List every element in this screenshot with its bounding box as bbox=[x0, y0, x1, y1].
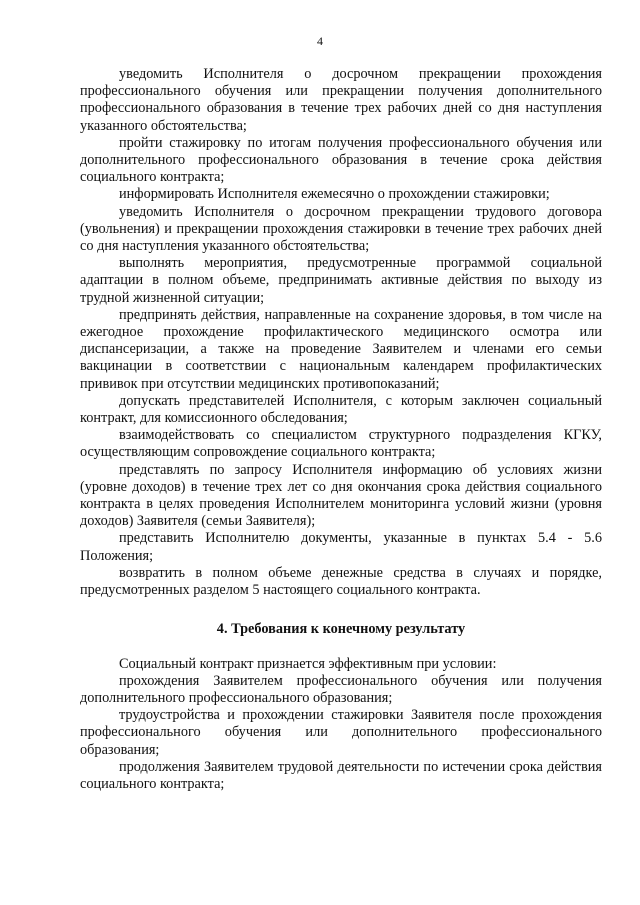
paragraph-employment-internship: трудоустройства и прохождении стажировки Заявителя после прохождения профессионального обучения или дополнительного профессионального образования; bbox=[80, 707, 602, 758]
paragraph-health: предпринять действия, направленные на сохранение здоровья, в том числе на ежегодное прохождение профилактического медицинского осмотра или диспансеризации, а также на проведение Заявителем и членами его семьи вакцинации в соответствии с национальным календарем профилактических прививок при отсутствии медицинских противопоказаний; bbox=[80, 306, 602, 392]
section-4-heading: 4. Требования к конечному результату bbox=[216, 621, 466, 638]
paragraph-return-funds: возвратить в полном объеме денежные средства в случаях и порядке, предусмотренных разделом 5 настоящего социального контракта. bbox=[80, 564, 602, 599]
paragraph-notify-employment-termination: уведомить Исполнителя о досрочном прекращении трудового договора (увольнения) и прекращении прохождения стажировки в течение трех рабочих дней со дня наступления указанного обстоятельства; bbox=[80, 203, 602, 255]
paragraph-notify-early-termination-training: уведомить Исполнителя о досрочном прекращении прохождения профессионального обучения или прекращении получения дополнительного профессионального образования в течение трех рабочих дней со дня наступления указанного обстоятельства; bbox=[80, 66, 602, 134]
paragraph-admit-representatives: допускать представителей Исполнителя, с которым заключен социальный контракт, для комиссионного обследования; bbox=[80, 392, 602, 427]
document-body bbox=[80, 66, 602, 793]
paragraph-provide-income-info: представлять по запросу Исполнителя информацию об условиях жизни (уровне доходов) в течение трех лет со дня окончания срока действия социального контракта в целях проведения Исполнителем мониторинга условий жизни (уровня доходов) Заявителя (семьи Заявителя); bbox=[80, 461, 602, 530]
page-number: 4 bbox=[317, 34, 323, 48]
paragraph-interact-specialist: взаимодействовать со специалистом структурного подразделения КГКУ, осуществляющим сопровождение социального контракта; bbox=[80, 427, 602, 461]
paragraph-provide-documents: представить Исполнителю документы, указанные в пунктах 5.4 - 5.6 Положения; bbox=[80, 530, 602, 564]
paragraph-training-completion: прохождения Заявителем профессионального обучения или получения дополнительного профессионального образования; bbox=[80, 672, 602, 706]
paragraph-social-adaptation: выполнять мероприятия, предусмотренные программой социальной адаптации в полном объеме, предпринимать активные действия по выходу из трудной жизненной ситуации; bbox=[80, 255, 602, 306]
paragraph-inform-monthly: информировать Исполнителя ежемесячно о прохождении стажировки; bbox=[119, 186, 550, 203]
paragraph-internship: пройти стажировку по итогам получения профессионального обучения или дополнительного профессионального образования в течение срока действия социального контракта; bbox=[80, 134, 602, 186]
paragraph-continued-employment: продолжения Заявителем трудовой деятельности по истечении срока действия социального контракта; bbox=[80, 758, 602, 792]
paragraph-effectiveness-condition: Социальный контракт признается эффективным при условии: bbox=[119, 655, 497, 672]
